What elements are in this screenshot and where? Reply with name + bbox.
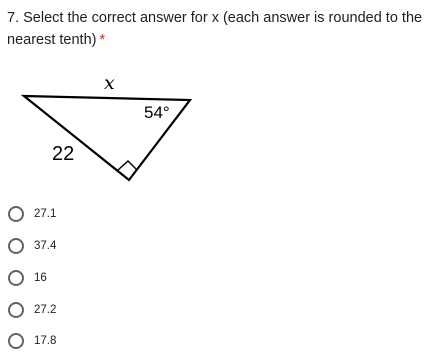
option-3[interactable]: [8, 268, 208, 288]
right-angle-marker: [118, 161, 137, 170]
option-label: 17.8: [34, 335, 57, 347]
option-label: 37.4: [34, 240, 57, 252]
label-side: 22: [52, 143, 75, 165]
option-4[interactable]: [8, 300, 208, 320]
option-label: 16: [34, 272, 47, 284]
label-angle: 54°: [144, 103, 170, 122]
radio-button[interactable]: [8, 206, 24, 222]
question-title: [7, 7, 437, 51]
option-1[interactable]: [8, 204, 208, 224]
radio-button[interactable]: [8, 270, 24, 286]
triangle-figure: [0, 68, 210, 183]
option-5[interactable]: [8, 331, 208, 351]
label-x: x: [104, 72, 115, 94]
question-text: 7. Select the correct answer for x (each answer is rounded to the nearest tenth): [7, 10, 423, 48]
option-label: 27.2: [34, 304, 57, 316]
radio-button[interactable]: [8, 302, 24, 318]
radio-button[interactable]: [8, 333, 24, 349]
option-2[interactable]: [8, 236, 208, 256]
radio-button[interactable]: [8, 238, 24, 254]
required-asterisk: *: [99, 32, 106, 48]
option-label: 27.1: [34, 208, 57, 220]
